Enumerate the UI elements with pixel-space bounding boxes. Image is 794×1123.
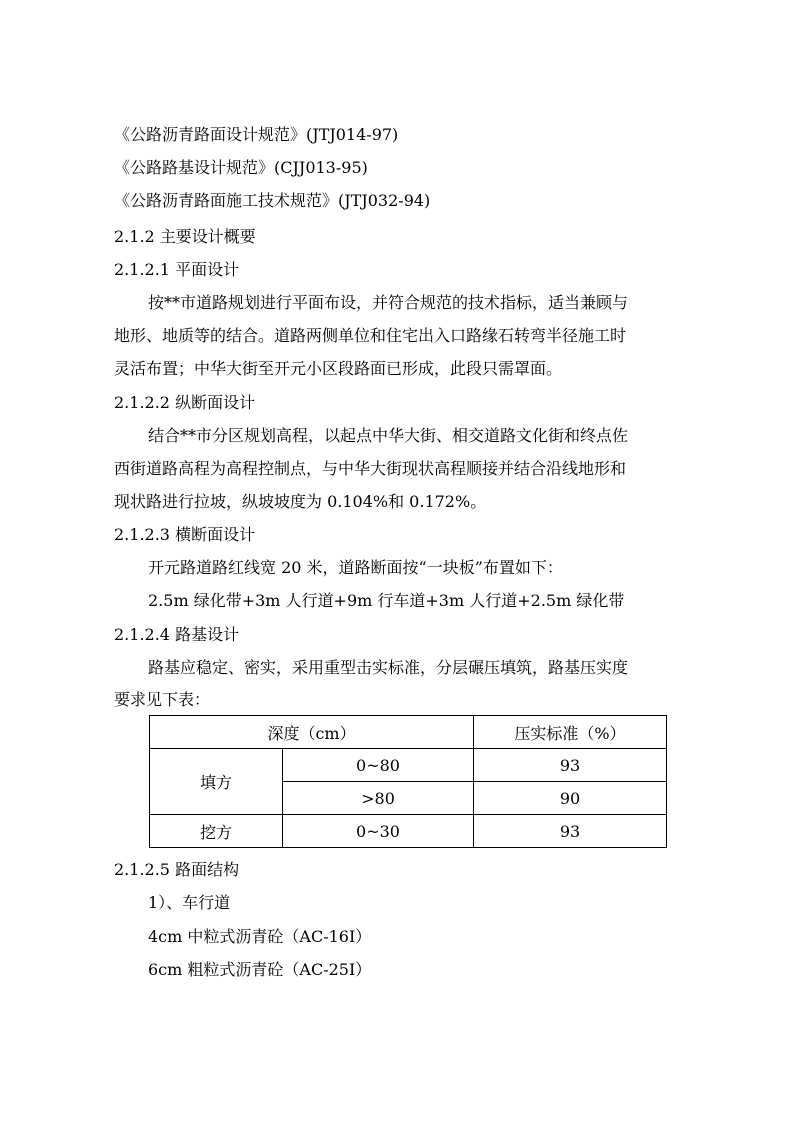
section-heading: 2.1.2.2 纵断面设计	[114, 393, 256, 412]
paragraph-line: 现状路进行拉坡，纵坡坡度为 0.104%和 0.172%。	[114, 492, 487, 511]
depth-cell: 0~80	[283, 749, 474, 782]
table-row	[150, 749, 667, 782]
fill-label: 填方	[150, 749, 283, 815]
header-depth: 深度（cm）	[150, 716, 474, 749]
reference-line: 《公路沥青路面设计规范》(JTJ014-97)	[114, 125, 399, 144]
table-row	[150, 815, 667, 848]
section-heading: 2.1.2.1 平面设计	[114, 260, 240, 279]
section-heading: 2.1.2.5 路面结构	[114, 860, 240, 879]
paragraph-line: 2.5m 绿化带+3m 人行道+9m 行车道+3m 人行道+2.5m 绿化带	[148, 591, 625, 610]
paragraph-line: 灵活布置；中华大街至开元小区段路面已形成，此段只需罩面。	[114, 359, 563, 378]
value-cell: 90	[474, 782, 667, 815]
compaction-table	[149, 715, 667, 848]
paragraph-line: 要求见下表：	[114, 690, 211, 709]
section-heading: 2.1.2 主要设计概要	[114, 227, 256, 246]
depth-cell: 0~30	[283, 815, 474, 848]
reference-line: 《公路沥青路面施工技术规范》(JTJ032-94)	[114, 191, 431, 210]
section-heading: 2.1.2.3 横断面设计	[114, 525, 256, 544]
section-heading: 2.1.2.4 路基设计	[114, 625, 240, 644]
table-header-row	[150, 716, 667, 749]
value-cell: 93	[474, 749, 667, 782]
paragraph-line: 1）、车行道	[148, 893, 231, 912]
reference-line: 《公路路基设计规范》(CJJ013-95)	[114, 158, 368, 177]
paragraph-line: 结合**市分区规划高程，以起点中华大街、相交道路文化街和终点佐	[148, 426, 629, 445]
paragraph-line: 路基应稳定、密实，采用重型击实标准，分层碾压填筑，路基压实度	[148, 658, 629, 677]
header-standard: 压实标准（%）	[474, 716, 667, 749]
paragraph-line: 西街道路高程为高程控制点，与中华大街现状高程顺接并结合沿线地形和	[114, 459, 627, 478]
paragraph-line: 地形、地质等的结合。道路两侧单位和住宅出入口路缘石转弯半径施工时	[114, 326, 627, 345]
depth-cell: >80	[283, 782, 474, 815]
paragraph-line: 开元路道路红线宽 20 米，道路断面按“一块板”布置如下：	[148, 558, 563, 577]
paragraph-line: 按**市道路规划进行平面布设，并符合规范的技术指标，适当兼顾与	[148, 293, 629, 312]
cut-label: 挖方	[150, 815, 283, 848]
value-cell: 93	[474, 815, 667, 848]
paragraph-line: 4cm 中粒式沥青砼（AC-16I）	[148, 927, 372, 946]
paragraph-line: 6cm 粗粒式沥青砼（AC-25I）	[148, 960, 372, 979]
